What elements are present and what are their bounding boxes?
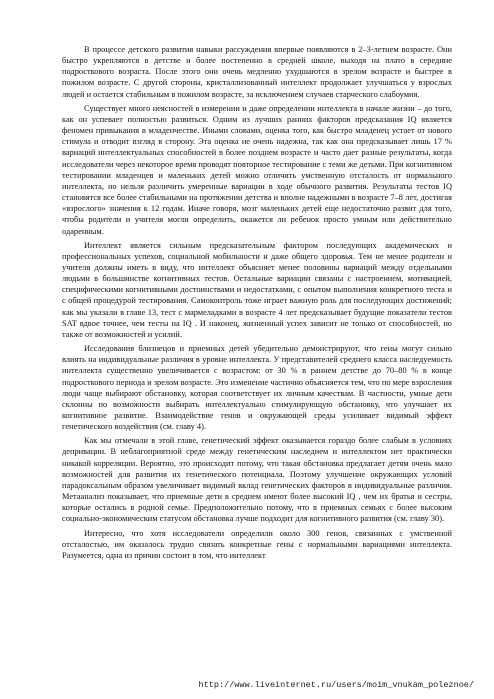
paragraph-2: Существует много неясностей в измерении и даже определении интеллекта в начале жизни – до того, как он успевает полностью развиться. Одним из лучших ранних факторов предсказания IQ является феномен привыкания в младенчестве. Иными словами, оценка того, как быстро младенец устает от нового стимула и отводит взгляд в сторону. Эта оценка не очень надежна, так как она предсказывает лишь 17 % вариаций интеллектуальных способностей в более позднем возрасте и часто дает разные результаты, когда исследователи через некоторое время проводят повторное тестирование с теми же детьми. При когнитивном тестировании младенцев и маленьких детей можно отличить умственную отсталость от нормального интеллекта, но нельзя различить умеренные вариации в ходе обычного развития. Результаты тестов IQ становятся все более стабильными на протяжении детства и вполне надежными в возрасте 7–8 лет, достигая «взрослого» значения к 12 годам. Иначе говоря, мозг маленьких детей еще недостаточно развит для того, чтобы родители и учителя могли определить, окажется ли ребенок просто умным или действительно одаренным. (62, 103, 452, 236)
document-body (62, 44, 452, 564)
paragraph-6: Интересно, что хотя исследователи определили около 300 генов, связанных с умственной отсталостью, им оказалось трудно связать конкретные гены с нормальными вариациями интеллекта. Разумеется, одна из причин состоит в том, что интеллект (62, 528, 452, 560)
paragraph-5: Как мы отмечали в этой главе, генетический эффект оказывается гораздо более слабым в условиях депривации. В неблагоприятной среде между генетическим наследием и интеллектом нет практически никакой корреляции. Вероятно, это происходит потому, что такая обстановка предлагает детям очень мало возможностей для развития их генетического потенциала. Поэтому улучшение окружающих условий парадоксальным образом увеличивает видимый вклад генетических факторов в индивидуальные различия. Метаанализ показывает, что приемные дети в среднем имеют более высокий IQ , чем их братья и сестры, которые остались в родной семье. Предположительно потому, что в приемных семьях с более высоким социально-экономическим статусом обстановка лучше подходит для когнитивного развития (см. главу 30). (62, 436, 452, 524)
footer-url: http://www.liveinternet.ru/users/moim_vnukam_poleznoe/ (198, 680, 474, 690)
paragraph-3: Интеллект является сильным предсказательным фактором последующих академических и профессиональных успехов, социальной мобильности и даже общего здоровья. Тем не менее родители и учителя должны иметь в виду, что интеллект объясняет менее половины вариаций между отдельными людьми в большинстве когнитивных тестов. Остальные вариации связаны с настроением, мотивацией, специфическими когнитивными достоинствами и недостатками, с опытом выполнения конкретного теста и с общей процедурой тестирования. Самоконтроль тоже играет важную роль для последующих достижений; как мы указали в главе 13, тест с мармеладками в возрасте 4 лет предсказывает будущие показатели тестов SAT вдвое точнее, чем тесты на IQ . И наконец, жизненный успех зависит не только от способностей, но также от возможностей и усилий. (62, 240, 452, 339)
paragraph-4: Исследования близнецов и приемных детей убедительно демонстрируют, что гены могут сильно влиять на индивидуальные различия в уровне интеллекта. У представителей среднего класса наследуемость интеллекта существенно увеличивается с возрастом: от 30 % в раннем детстве до 70–80 % в конце подросткового периода и зрелом возрасте. Это изменение частично объясняется тем, что по мере взросления люди чаще выбирают обстановку, которая соответствует их личным качествам. В частности, умные дети склонны по возможности выбирать интеллектуально стимулирующую обстановку, что улучшает их когнитивное развитие. Взаимодействие генов и окружающей среды усиливает видимый эффект генетического воздействия (см. главу 4). (62, 344, 452, 432)
paragraph-1: В процессе детского развития навыки рассуждения впервые появляются в 2–3-летнем возрасте. Они быстро укрепляются в детстве и более постепенно в средней школе, выходя на плато в середине подросткового возраста. После этого они очень медленно ухудшаются в зрелом возрасте и быстрее в пожилом возрасте. С другой стороны, кристаллизованный интеллект продолжает улучшаться у взрослых людей и остается стабильным в пожилом возрасте, за исключением случаев старческого слабоумия. (62, 45, 452, 99)
